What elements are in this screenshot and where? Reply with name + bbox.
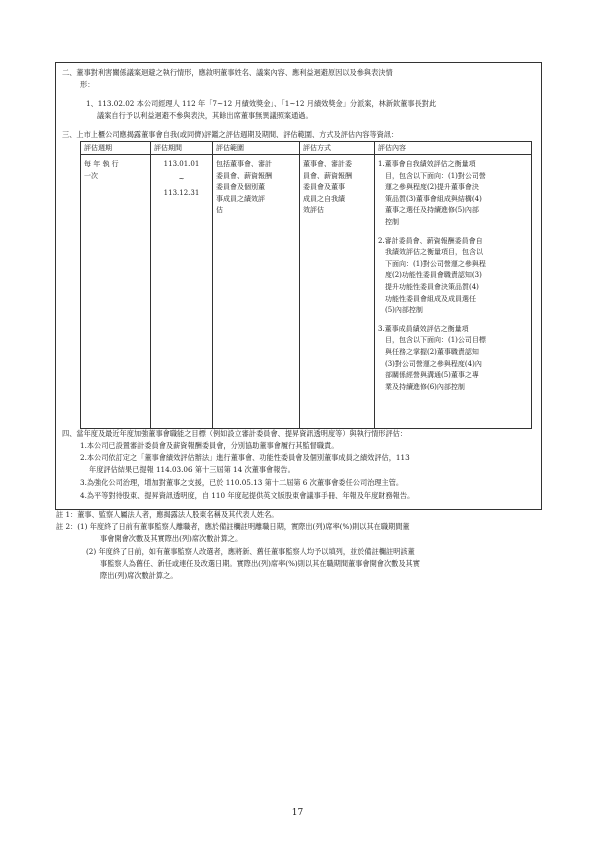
scope-line: 事成員之績效評 — [216, 194, 265, 203]
table-row — [81, 155, 532, 429]
content-line: 運之參與程度(2)提升董事會決 — [385, 183, 479, 192]
method-line: 員會、薪資報酬 — [303, 171, 352, 180]
cell-content — [375, 155, 532, 429]
header-scope: 評估範圍 — [213, 142, 300, 155]
method-line: 董事會、審計委 — [303, 160, 352, 168]
content-line: 度(2)功能性委員會職責認知(3) — [385, 271, 482, 280]
content-line: 控制 — [385, 217, 399, 226]
section3-title: 三、上市上櫃公司應揭露董事會自我(或同儕)評鑑之評估週期及期間、評估範圍、方式及評估內容等資訊： — [62, 130, 399, 139]
scope-line: 包括董事會、審計 — [216, 160, 272, 168]
header-cycle: 評估週期 — [81, 142, 151, 155]
scope-line: 估 — [216, 206, 223, 215]
header-period: 評估期間 — [151, 142, 213, 155]
content-item-committees — [378, 236, 528, 317]
content-line: 目，包含以下面向：(1)公司目標 — [385, 336, 486, 345]
evaluation-table — [80, 141, 532, 429]
period-separator: ~ — [178, 174, 185, 183]
section4-item-1: 1.本公司已設置審計委員會及薪資報酬委員會，分別協助董事會履行其監督職責。 — [80, 441, 339, 450]
cell-method — [300, 155, 375, 429]
section4-item-3: 3.為強化公司治理，增加對董事之支援，已於 110.05.13 第十二屆第 6 次董事會委任公司治理主管。 — [80, 478, 404, 487]
section4-item-4: 4.為平等對待股東、提昇資訊透明度，自 110 年度起提供英文版股東會議事手冊、年報及年度財務報告。 — [80, 491, 415, 500]
content-line: 部關係經營與溝通(5)董事之專 — [385, 371, 479, 380]
section4-item-2: 2.本公司依訂定之「董事會績效評估辦法」進行董事會、功能性委員會及個別董事成員之績效評估，113 — [80, 453, 410, 462]
note-2-line5: 際出(列)席次數計算之。 — [100, 571, 178, 580]
content-item-board — [378, 159, 528, 229]
note-1: 註 1：董事、監察人屬法人者，應揭露法人股東名稱及其代表人姓名。 — [56, 510, 279, 519]
section2-item1-line2: 議案自行予以利益迴避不參與表決，其餘出席董事無異議照案通過。 — [97, 111, 313, 120]
method-line: 委員會及董事 — [303, 183, 345, 192]
section2-item1-line1: 1、113.02.02 本公司經理人 112 年「7~12 月績效獎金」、「1~12 月績效獎金」分派案，林新欽董事長對此 — [86, 99, 437, 108]
section4-item-2-cont: 年度評估結果已提報 114.03.06 第十三屆第 14 次董事會報告。 — [89, 465, 295, 474]
method-line: 成員之自我績 — [303, 194, 345, 203]
cycle-line: 一次 — [84, 171, 98, 180]
note-2-line4: 事監察人為舊任、新任或連任及改選日期。實際出(列)席率(%)則以其在職期間董事會開會次數及其實 — [100, 559, 420, 568]
note-2-line1: 註 2：(1) 年度終了日前有董事監察人離職者，應於備註欄註明離職日期，實際出(列)席率(%)則以其在職期間董 — [56, 522, 410, 531]
cell-period — [151, 155, 213, 429]
cell-cycle — [81, 155, 151, 429]
note-2-line3: (2) 年度終了日前，如有董事監察人改選者，應將新、舊任董事監察人均予以填列，並於備註欄註明該董 — [86, 547, 415, 556]
note-2-line2: 事會開會次數及其實際出(列)席次數計算之。 — [100, 534, 243, 543]
content-line: 業及持續進修(6)內部控制 — [385, 382, 465, 391]
method-line: 效評估 — [303, 206, 324, 215]
page-number: 17 — [291, 808, 304, 818]
content-line: 我績效評估之衡量項目，包含以 — [385, 248, 483, 257]
content-line: (5)內部控制 — [385, 306, 423, 315]
content-line: 策品質(3)董事會組成與結構(4) — [385, 194, 482, 203]
content-line: 目，包含以下面向：(1)對公司營 — [385, 171, 486, 180]
content-line: 3.董事成員績效評估之衡量項 — [378, 324, 469, 333]
section4-title: 四、當年度及最近年度加強董事會職能之目標（例如設立審計委員會、提昇資訊透明度等）與執行情形評估： — [62, 429, 408, 438]
content-line: 2.審計委員會、薪資報酬委員會自 — [378, 236, 483, 245]
content-line: 董事之選任及持續進修(5)內部 — [385, 206, 479, 215]
content-item-directors — [378, 324, 528, 394]
content-line: 與任務之掌握(2)董事職責認知 — [385, 347, 479, 356]
table-header-row — [81, 142, 532, 155]
header-content: 評估內容 — [375, 142, 532, 155]
cycle-line: 每 年 執 行 — [84, 160, 119, 168]
content-line: 下面向：(1)對公司營運之參與程 — [385, 259, 486, 268]
content-line: 提升功能性委員會決策品質(4) — [385, 282, 479, 291]
section2-title: 二、董事對利害關係議案迴避之執行情形，應敘明董事姓名、議案內容、應利益迴避原因以及參與表決情 — [62, 68, 393, 77]
cell-scope — [213, 155, 300, 429]
scope-line: 委員會及個別董 — [216, 183, 265, 192]
content-line: 1.董事會自我績效評估之衡量項 — [378, 160, 476, 168]
scope-line: 委員會、薪資報酬 — [216, 171, 272, 180]
period-start: 113.01.01 — [163, 160, 200, 168]
content-line: 功能性委員會組成及成員選任 — [385, 294, 476, 303]
section2-title-cont: 形： — [80, 80, 95, 89]
content-line: (3)對公司營運之參與程度(4)內 — [385, 359, 482, 368]
header-method: 評估方式 — [300, 142, 375, 155]
period-end: 113.12.31 — [163, 189, 200, 198]
